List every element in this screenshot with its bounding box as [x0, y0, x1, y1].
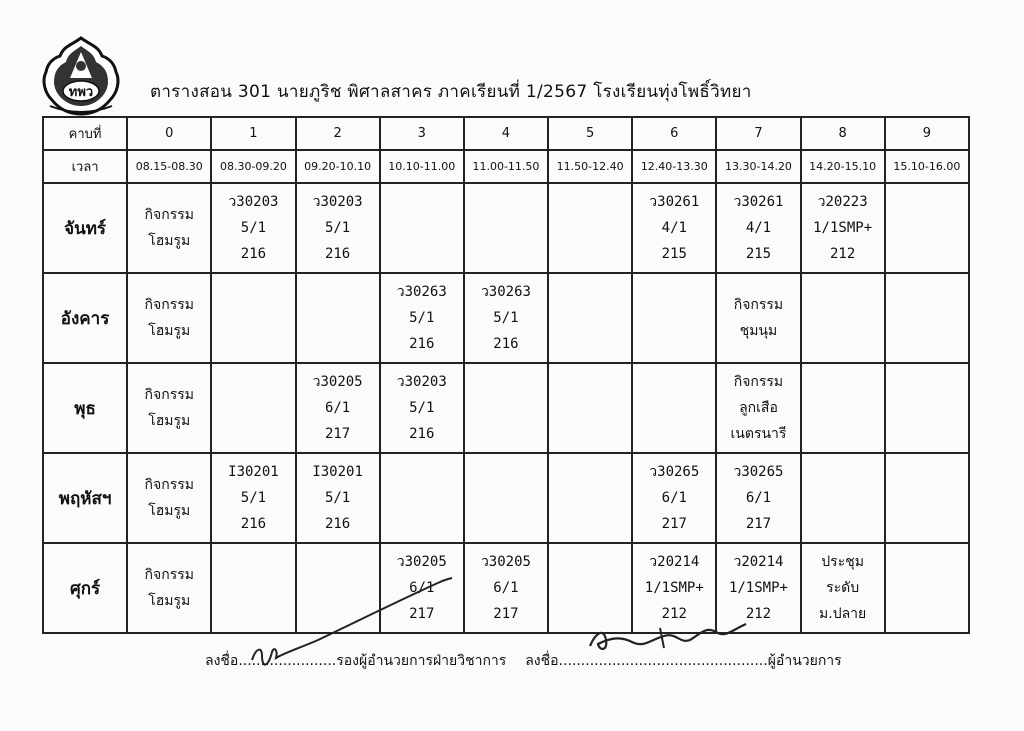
- cell-content: [886, 544, 968, 632]
- cell-line: โฮมรูม: [148, 413, 191, 429]
- timetable-cell: [296, 363, 380, 453]
- cell-line: กิจกรรม: [144, 567, 194, 583]
- sign1-role: รองผู้อำนวยการฝ่ายวิชาการ: [336, 653, 507, 669]
- cell-line: โฮมรูม: [148, 503, 191, 519]
- cell-content: [549, 364, 631, 452]
- cell-line: I30201: [228, 464, 279, 480]
- timetable-cell: [211, 363, 295, 453]
- cell-content: [381, 274, 463, 362]
- cell-line: 216: [240, 246, 267, 262]
- cell-line: โฮมรูม: [148, 233, 191, 249]
- timetable-cell: [296, 453, 380, 543]
- period-number: 4: [464, 117, 548, 150]
- cell-content: [717, 274, 799, 362]
- timetable-cell: [801, 183, 885, 273]
- timetable-cell: [380, 453, 464, 543]
- period-number: 7: [716, 117, 800, 150]
- day-row: [43, 453, 969, 543]
- cell-content: [802, 544, 884, 632]
- timetable-cell: [464, 543, 548, 633]
- cell-line: เนตรนารี: [730, 426, 787, 442]
- time-slot: 11.00-11.50: [464, 150, 548, 183]
- cell-content: [212, 544, 294, 632]
- cell-content: [633, 274, 715, 362]
- time-slot: 08.30-09.20: [211, 150, 295, 183]
- timetable-cell: [380, 543, 464, 633]
- time-slot: 14.20-15.10: [801, 150, 885, 183]
- timetable-cell: [716, 183, 800, 273]
- cell-content: [465, 364, 547, 452]
- cell-line: ว30203: [312, 194, 363, 210]
- time-slot: 09.20-10.10: [296, 150, 380, 183]
- cell-content: [212, 454, 294, 542]
- timetable-cell: [127, 273, 211, 363]
- cell-line: โฮมรูม: [148, 323, 191, 339]
- cell-content: [886, 364, 968, 452]
- cell-line: 217: [324, 426, 351, 442]
- cell-line: ว30261: [649, 194, 700, 210]
- cell-line: 5/1: [493, 310, 519, 326]
- timetable-cell: [464, 363, 548, 453]
- cell-line: ว30205: [312, 374, 363, 390]
- cell-content: [886, 184, 968, 272]
- cell-line: 215: [661, 246, 687, 262]
- day-row: [43, 363, 969, 453]
- page-title: ตารางสอน 301 นายภูริช พิศาลสาคร ภาคเรียนที่ 1/2567 โรงเรียนทุ่งโพธิ์วิทยา: [150, 82, 752, 102]
- timetable-cell: [127, 453, 211, 543]
- cell-content: [886, 454, 968, 542]
- cell-content: [802, 364, 884, 452]
- cell-line: ม.ปลาย: [819, 606, 867, 622]
- cell-line: 212: [829, 246, 856, 262]
- period-number: 2: [296, 117, 380, 150]
- timetable-cell: [801, 543, 885, 633]
- timetable-cell: [548, 453, 632, 543]
- cell-content: [297, 544, 379, 632]
- cell-line: 5/1: [240, 490, 267, 506]
- cell-line: กิจกรรม: [733, 297, 784, 313]
- timetable-cell: [127, 543, 211, 633]
- cell-content: [549, 184, 631, 272]
- cell-line: ว30265: [733, 464, 784, 480]
- cell-line: กิจกรรม: [144, 297, 194, 313]
- cell-line: 5/1: [240, 220, 267, 236]
- cell-line: กิจกรรม: [144, 477, 194, 493]
- cell-content: [802, 274, 884, 362]
- cell-line: 5/1: [324, 490, 351, 506]
- cell-content: [381, 454, 463, 542]
- cell-line: ว30263: [396, 284, 447, 300]
- timetable-cell: [464, 273, 548, 363]
- period-number: 9: [885, 117, 969, 150]
- cell-line: 216: [409, 426, 435, 442]
- timetable-cell: [885, 273, 969, 363]
- cell-line: ว30205: [480, 554, 531, 570]
- cell-content: [802, 184, 884, 272]
- cell-line: 4/1: [745, 220, 772, 236]
- cell-line: 6/1: [324, 400, 351, 416]
- cell-line: 217: [661, 516, 687, 532]
- timetable-cell: [716, 363, 800, 453]
- cell-content: [128, 454, 210, 542]
- cell-line: ลูกเสือ: [739, 400, 778, 416]
- timetable-cell: [801, 363, 885, 453]
- period-number: 3: [380, 117, 464, 150]
- cell-content: [549, 544, 631, 632]
- cell-content: [633, 544, 715, 632]
- cell-line: ว20214: [733, 554, 784, 570]
- timetable-cell: [296, 183, 380, 273]
- timetable-cell: [211, 183, 295, 273]
- cell-line: 5/1: [409, 310, 435, 326]
- period-number: 8: [801, 117, 885, 150]
- cell-line: ระดับ: [826, 580, 860, 596]
- period-number: 6: [632, 117, 716, 150]
- cell-content: [297, 454, 379, 542]
- timetable-cell: [885, 363, 969, 453]
- timetable-cell: [632, 543, 716, 633]
- cell-line: 216: [240, 516, 267, 532]
- cell-content: [297, 274, 379, 362]
- cell-content: [802, 454, 884, 542]
- timetable-cell: [211, 543, 295, 633]
- period-number: 1: [211, 117, 295, 150]
- timetable-cell: [716, 273, 800, 363]
- cell-line: 217: [409, 606, 435, 622]
- timetable-cell: [464, 453, 548, 543]
- time-slot: 15.10-16.00: [885, 150, 969, 183]
- cell-line: ว20223: [817, 194, 868, 210]
- cell-line: 212: [661, 606, 687, 622]
- timetable-cell: [127, 363, 211, 453]
- cell-content: [549, 454, 631, 542]
- timetable-cell: [632, 363, 716, 453]
- day-name: จันทร์: [43, 183, 127, 273]
- sign2-prefix: ลงชื่อ: [525, 653, 559, 669]
- time-header-row: [43, 150, 969, 183]
- school-emblem-logo: [40, 36, 122, 116]
- cell-content: [633, 184, 715, 272]
- timetable-cell: [548, 543, 632, 633]
- timetable-cell: [801, 453, 885, 543]
- period-number: 5: [548, 117, 632, 150]
- timetable-cell: [211, 453, 295, 543]
- timetable-cell: [716, 453, 800, 543]
- day-name: พฤหัสฯ: [43, 453, 127, 543]
- sign2-dots: ...............................................: [558, 653, 768, 669]
- timetable-cell: [632, 273, 716, 363]
- cell-line: ว30203: [396, 374, 447, 390]
- timetable-cell: [548, 183, 632, 273]
- cell-line: โฮมรูม: [148, 593, 191, 609]
- logo-text: ทพว: [68, 85, 94, 100]
- time-label: เวลา: [43, 150, 127, 183]
- timetable-cell: [548, 273, 632, 363]
- timetable-cell: [127, 183, 211, 273]
- timetable: [42, 116, 970, 634]
- signature-footer: [205, 650, 842, 672]
- cell-line: กิจกรรม: [144, 207, 194, 223]
- cell-content: [717, 184, 799, 272]
- cell-line: ว20214: [649, 554, 700, 570]
- cell-line: 1/1SMP+: [644, 580, 704, 596]
- cell-content: [549, 274, 631, 362]
- day-row: [43, 183, 969, 273]
- day-name: ศุกร์: [43, 543, 127, 633]
- cell-content: [128, 274, 210, 362]
- cell-line: 217: [745, 516, 772, 532]
- cell-content: [465, 184, 547, 272]
- cell-line: ว30261: [733, 194, 784, 210]
- timetable-cell: [632, 453, 716, 543]
- timetable-cell: [296, 543, 380, 633]
- time-slot: 11.50-12.40: [548, 150, 632, 183]
- cell-content: [128, 364, 210, 452]
- cell-content: [465, 454, 547, 542]
- cell-line: 6/1: [493, 580, 519, 596]
- day-row: [43, 543, 969, 633]
- cell-line: 215: [745, 246, 772, 262]
- timetable-cell: [296, 273, 380, 363]
- cell-line: ว30263: [480, 284, 531, 300]
- timetable-cell: [716, 543, 800, 633]
- day-name: พุธ: [43, 363, 127, 453]
- cell-content: [633, 364, 715, 452]
- cell-content: [212, 364, 294, 452]
- cell-line: กิจกรรม: [733, 374, 784, 390]
- cell-content: [717, 454, 799, 542]
- cell-line: 216: [324, 246, 351, 262]
- period-label: คาบที่: [43, 117, 127, 150]
- cell-content: [212, 184, 294, 272]
- cell-content: [128, 184, 210, 272]
- cell-line: 5/1: [409, 400, 435, 416]
- cell-content: [717, 364, 799, 452]
- cell-line: 217: [493, 606, 519, 622]
- cell-content: [465, 274, 547, 362]
- time-slot: 12.40-13.30: [632, 150, 716, 183]
- cell-content: [886, 274, 968, 362]
- timetable-cell: [211, 273, 295, 363]
- cell-line: 6/1: [661, 490, 687, 506]
- timetable-cell: [380, 183, 464, 273]
- day-name: อังคาร: [43, 273, 127, 363]
- time-slot: 08.15-08.30: [127, 150, 211, 183]
- cell-line: กิจกรรม: [144, 387, 194, 403]
- sign2-role: ผู้อำนวยการ: [767, 653, 842, 669]
- cell-content: [381, 364, 463, 452]
- cell-line: I30201: [312, 464, 363, 480]
- time-slot: 10.10-11.00: [380, 150, 464, 183]
- cell-line: ชุมนุม: [739, 323, 778, 339]
- cell-line: 216: [493, 336, 519, 352]
- cell-content: [297, 364, 379, 452]
- cell-line: 216: [409, 336, 435, 352]
- time-slot: 13.30-14.20: [716, 150, 800, 183]
- cell-content: [465, 544, 547, 632]
- cell-content: [128, 544, 210, 632]
- sign1-dots: ......................: [238, 653, 337, 669]
- cell-content: [717, 544, 799, 632]
- timetable-cell: [380, 363, 464, 453]
- cell-line: 6/1: [745, 490, 772, 506]
- timetable-cell: [885, 453, 969, 543]
- timetable-cell: [632, 183, 716, 273]
- cell-line: ประชุม: [821, 554, 864, 570]
- cell-line: 1/1SMP+: [813, 220, 873, 236]
- sign1-prefix: ลงชื่อ: [205, 653, 239, 669]
- cell-content: [381, 184, 463, 272]
- cell-line: 216: [324, 516, 351, 532]
- cell-line: ว30203: [228, 194, 279, 210]
- timetable-cell: [464, 183, 548, 273]
- cell-line: 1/1SMP+: [728, 580, 788, 596]
- cell-content: [381, 544, 463, 632]
- period-number: 0: [127, 117, 211, 150]
- cell-content: [212, 274, 294, 362]
- timetable-cell: [380, 273, 464, 363]
- day-row: [43, 273, 969, 363]
- timetable-cell: [801, 273, 885, 363]
- timetable-cell: [885, 543, 969, 633]
- cell-line: 5/1: [324, 220, 351, 236]
- cell-content: [297, 184, 379, 272]
- cell-line: 4/1: [661, 220, 687, 236]
- cell-line: ว30265: [649, 464, 700, 480]
- cell-line: ว30205: [396, 554, 447, 570]
- cell-line: 6/1: [409, 580, 435, 596]
- cell-content: [633, 454, 715, 542]
- timetable-cell: [548, 363, 632, 453]
- timetable-cell: [885, 183, 969, 273]
- period-header-row: [43, 117, 969, 150]
- cell-line: 212: [745, 606, 772, 622]
